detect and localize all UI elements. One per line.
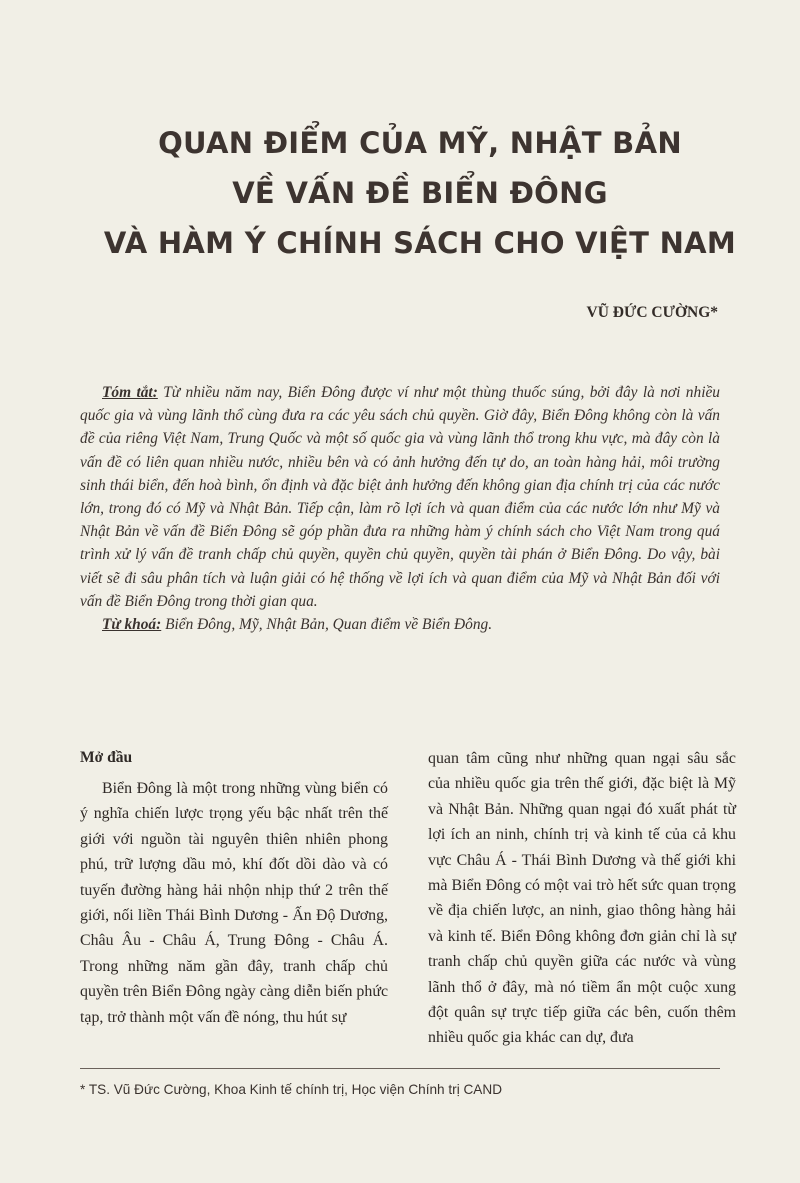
author-name: VŨ ĐỨC CƯỜNG* xyxy=(586,304,718,321)
body-column-right xyxy=(428,746,736,1051)
article-title xyxy=(90,118,750,268)
right-column-text: quan tâm cũng như những quan ngại sâu sắc của nhiều quốc gia trên thế giới, đặc biệt là Mỹ và Nhật Bản. Những quan ngại đó xuất phát từ lợi ích an ninh, chính trị và kinh tế của cả khu vực Châu Á - Thái Bình Dương và thế giới khi mà Biển Đông có một vai trò hết sức quan trọng về địa chiến lược, an ninh, giao thông hàng hải và kinh tế. Biển Đông không đơn giản chỉ là sự tranh chấp chủ quyền giữa các nước và vùng lãnh thổ ở đây, mà nó tiềm ẩn một cuộc xung đột quân sự trực tiếp giữa các bên, cuốn thêm nhiều quốc gia khác can dự, đưa xyxy=(428,750,736,1047)
keywords-label: Từ khoá: xyxy=(102,616,162,634)
title-line-1: QUAN ĐIỂM CỦA MỸ, NHẬT BẢN xyxy=(158,126,682,160)
title-line-3: VÀ HÀM Ý CHÍNH SÁCH CHO VIỆT NAM xyxy=(103,226,737,260)
abstract-label: Tóm tắt: xyxy=(102,384,158,401)
section-heading: Mở đầu xyxy=(80,749,133,766)
left-column-text: Biển Đông là một trong những vùng biển có ý nghĩa chiến lược trọng yếu bậc nhất trên thế giới với nguồn tài nguyên thiên nhiên phong phú, trữ lượng dầu mỏ, khí đốt dồi dào và có tuyến đường hàng hải nhộn nhịp thứ 2 trên thế giới, nối liền Thái Bình Dương - Ấn Độ Dương, Châu Âu - Châu Á, Trung Đông - Châu Á. Trong những năm gần đây, tranh chấp chủ quyền trên Biển Đông ngày càng diễn biến phức tạp, trở thành một vấn đề nóng, thu hút sự xyxy=(80,780,388,1026)
footnote-divider xyxy=(80,1068,720,1069)
abstract-block xyxy=(80,381,720,636)
abstract-text: Từ nhiều năm nay, Biển Đông được ví như một thùng thuốc súng, bởi đây là nơi nhiều quốc gia và vùng lãnh thổ cùng đưa ra các yêu sách chủ quyền. Giờ đây, Biển Đông không còn là vấn đề của riêng Việt Nam, Trung Quốc và một số quốc gia và vùng lãnh thổ trong khu vực, mà đây còn là vấn đề có liên quan nhiều nước, nhiều bên và có ảnh hưởng đến tự do, an toàn hàng hải, môi trường sinh thái biển, đến hoà bình, ổn định và đặc biệt ảnh hưởng đến không gian địa chính trị của các nước lớn, trong đó có Mỹ và Nhật Bản. Tiếp cận, làm rõ lợi ích và quan điểm của các nước lớn như Mỹ và Nhật Bản về vấn đề Biển Đông sẽ góp phần đưa ra những hàm ý chính sách cho Việt Nam trong quá trình xử lý vấn đề tranh chấp chủ quyền, quyền chủ quyền, quyền tài phán ở Biển Đông. Do vậy, bài viết sẽ đi sâu phân tích và luận giải có hệ thống về lợi ích và quan điểm của Mỹ và Nhật Bản đối với vấn đề Biển Đông trong thời gian qua. xyxy=(80,384,720,610)
abstract-paragraph xyxy=(80,381,720,613)
footnote: * TS. Vũ Đức Cường, Khoa Kinh tế chính trị, Học viện Chính trị CAND xyxy=(80,1082,503,1097)
body-column-left xyxy=(80,746,388,1030)
keywords-text: Biển Đông, Mỹ, Nhật Bản, Quan điểm về Biển Đông. xyxy=(161,616,493,634)
keywords-paragraph xyxy=(80,613,720,636)
title-line-2: VỀ VẤN ĐỀ BIỂN ĐÔNG xyxy=(232,176,608,210)
